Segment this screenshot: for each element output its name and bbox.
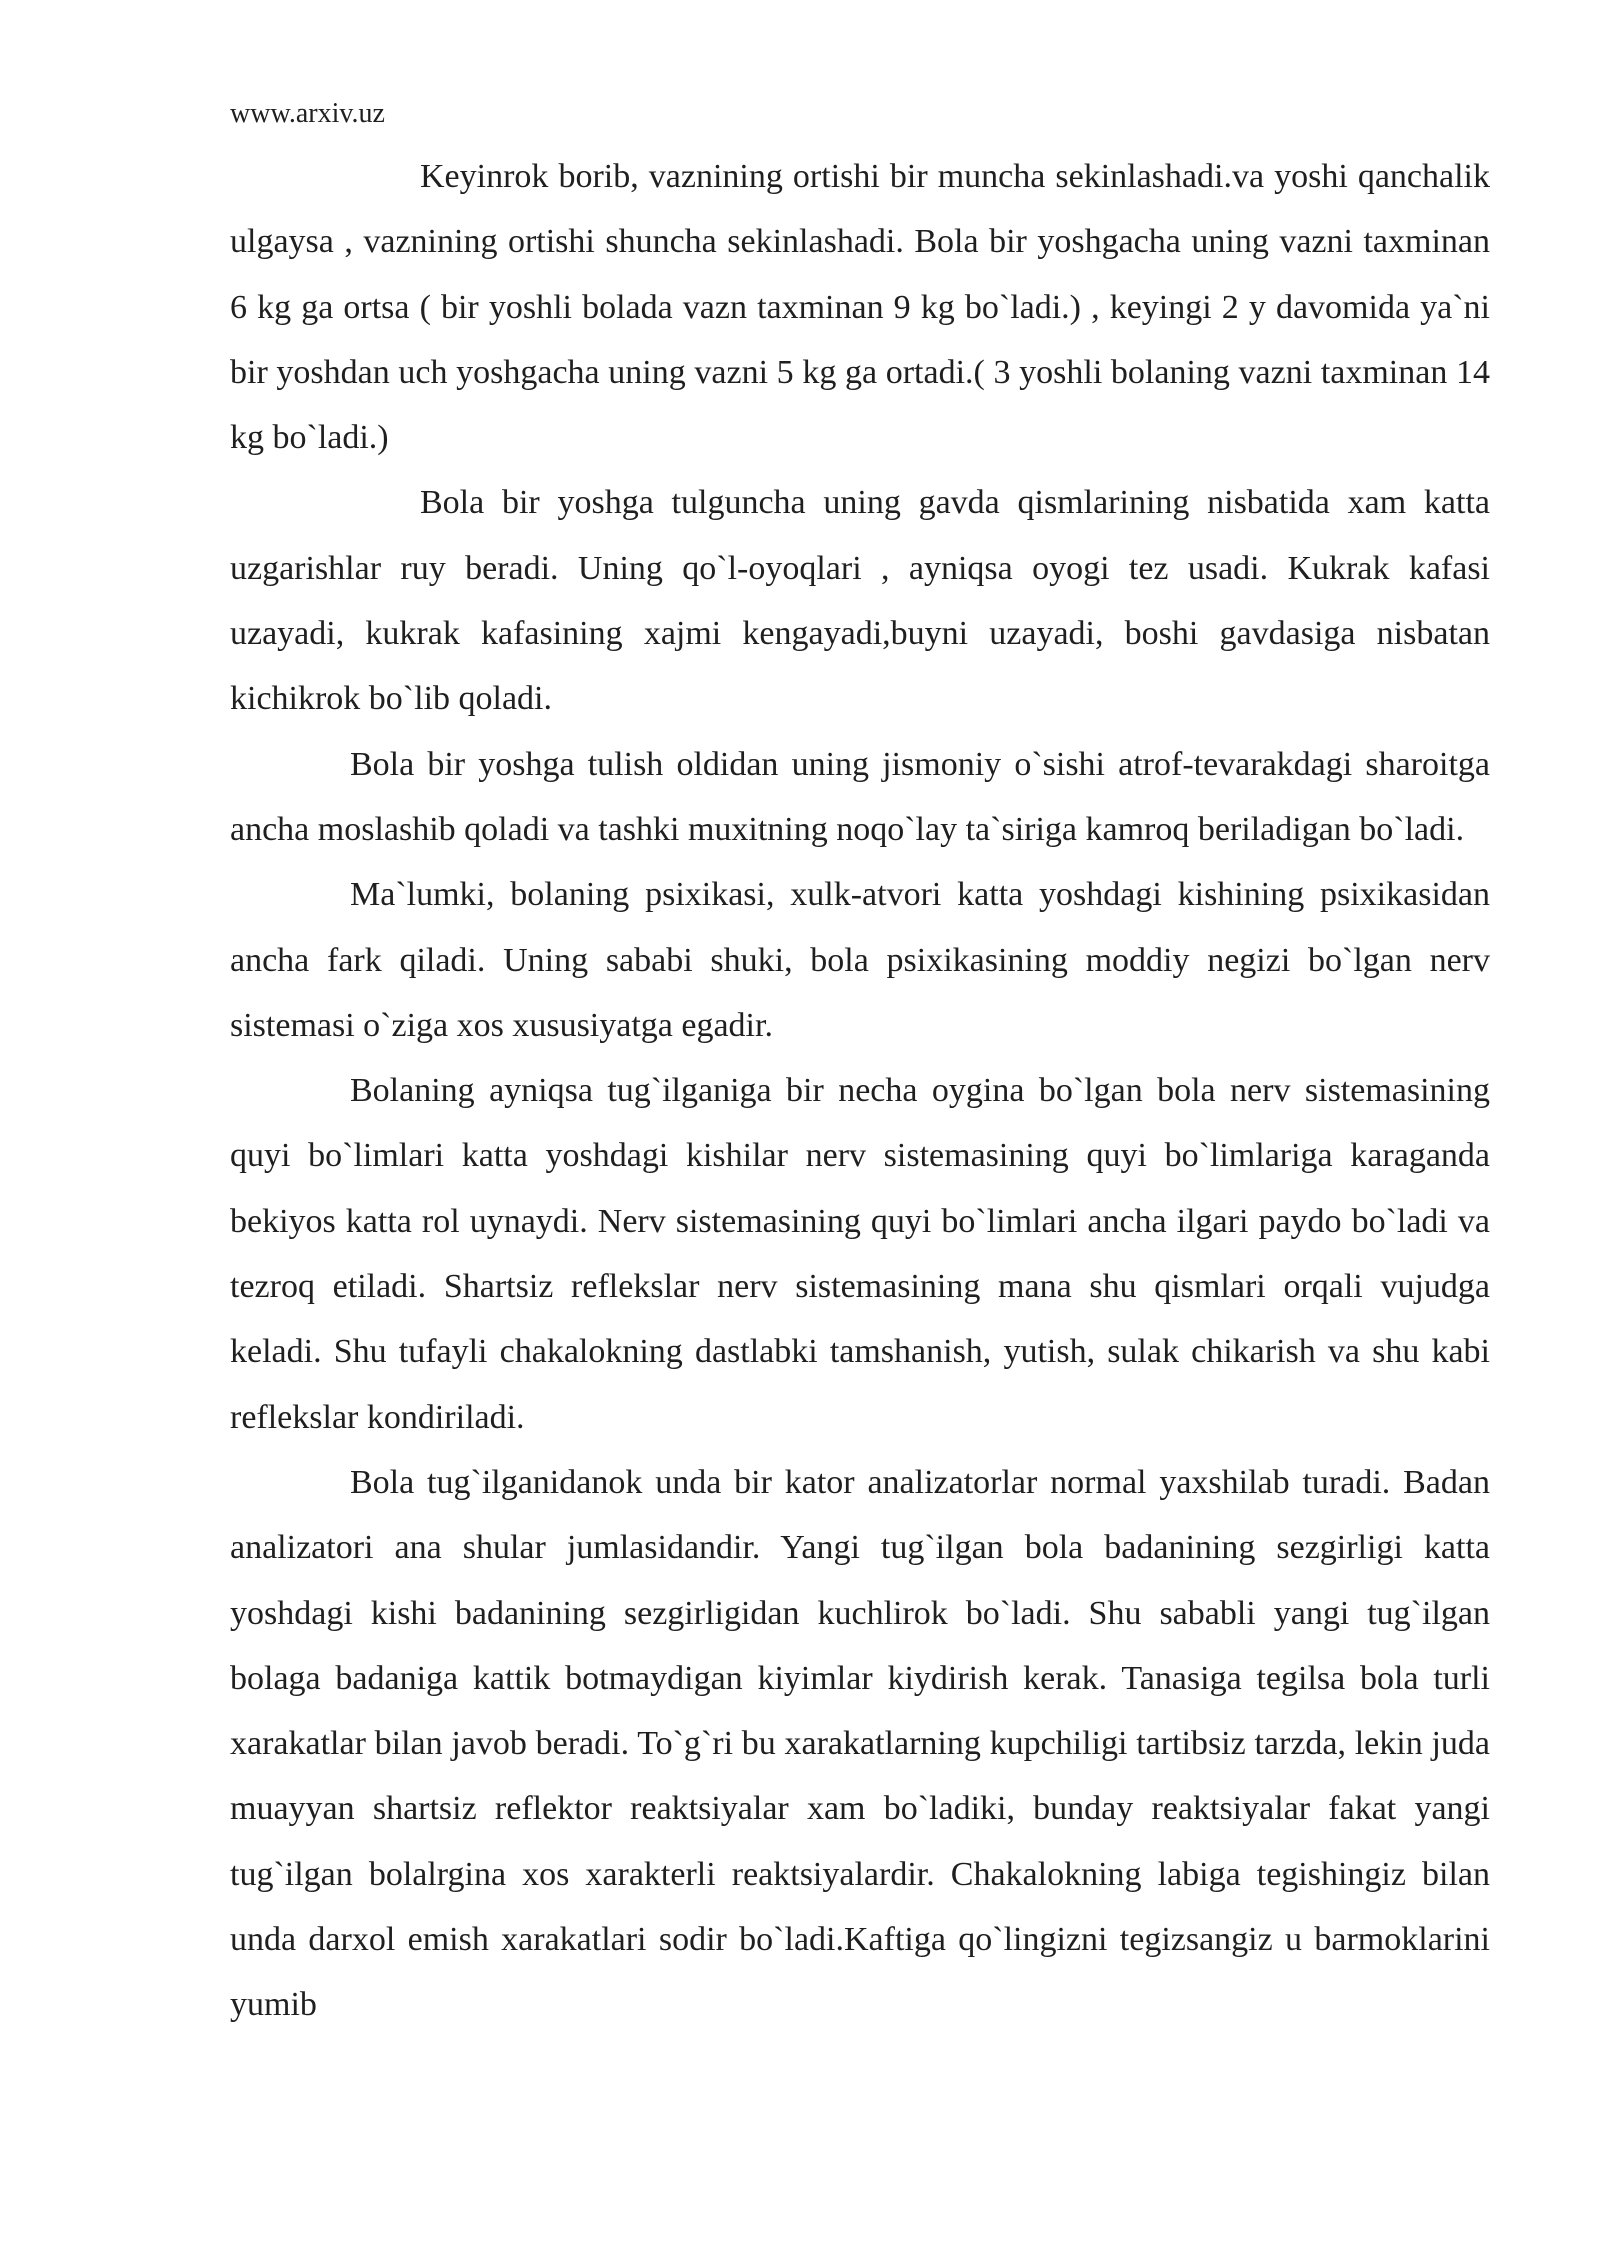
paragraph-analyzers: Bola tug`ilganidanok unda bir kator analizatorlar normal yaxshilab turadi. Badan analizatori ana shular jumlasidandir. Yangi tug`ilgan bola badanining sezgirligi katta yoshdagi kishi badanining sezgirligidan kuchlirok bo`ladi. Shu sababli yangi tug`ilgan bolaga badaniga kattik botmaydigan kiyimlar kiydirish kerak. Tanasiga tegilsa bola turli xarakatlar bilan javob beradi. To`g`ri bu xarakatlarning kupchiligi tartibsiz tarzda, lekin juda muayyan shartsiz reflektor reaktsiyalar xam bo`ladiki, bunday reaktsiyalar fakat yangi tug`ilgan bolalrgina xos xarakterli reaktsiyalardir. Chakalokning labiga tegishingiz bilan unda darxol emish xarakatlari sodir bo`ladi.Kaftiga qo`lingizni tegizsangiz u barmoklarini yumib xyxy=(230,1463,1490,2024)
paragraph-child-psyche: Ma`lumki, bolaning psixikasi, xulk-atvori katta yoshdagi kishining psixikasidan ancha fark qiladi. Uning sababi shuki, bola psixikasining moddiy negizi bo`lgan nerv sistemasi o`ziga xos xususiyatga egadir. xyxy=(230,876,1490,1044)
document-body xyxy=(230,144,1490,2038)
paragraph-physical-adaptation: Bola bir yoshga tulish oldidan uning jismoniy o`sishi atrof-tevarakdagi sharoitga ancha moslashib qoladi va tashki muxitning noqo`lay ta`siriga kamroq beriladigan bo`ladi. xyxy=(230,745,1490,848)
paragraph-body-proportions: Bola bir yoshga tulguncha uning gavda qismlarining nisbatida xam katta uzgarishlar ruy beradi. Uning qo`l-oyoqlari , ayniqsa oyogi tez usadi. Kukrak kafasi uzayadi, kukrak kafasining xajmi kengayadi,buyni uzayadi, boshi gavdasiga nisbatan kichikrok bo`lib qoladi. xyxy=(230,484,1490,718)
paragraph-weight-growth: Keyinrok borib, vaznining ortishi bir muncha sekinlashadi.va yoshi qanchalik ulgaysa , vaznining ortishi shuncha sekinlashadi. Bola bir yoshgacha uning vazni taxminan 6 kg ga ortsa ( bir yoshli bolada vazn taxminan 9 kg bo`ladi.) , keyingi 2 y davomida ya`ni bir yoshdan uch yoshgacha uning vazni 5 kg ga ortadi.( 3 yoshli bolaning vazni taxminan 14 kg bo`ladi.) xyxy=(230,158,1490,457)
site-header: www.arxiv.uz xyxy=(230,98,385,129)
paragraph-nervous-system: Bolaning ayniqsa tug`ilganiga bir necha oygina bo`lgan bola nerv sistemasining quyi bo`limlari katta yoshdagi kishilar nerv sistemasining quyi bo`limlariga karaganda bekiyos katta rol uynaydi. Nerv sistemasining quyi bo`limlari ancha ilgari paydo bo`ladi va tezroq etiladi. Shartsiz reflekslar nerv sistemasining mana shu qismlari orqali vujudga keladi. Shu tufayli chakalokning dastlabki tamshanish, yutish, sulak chikarish va shu kabi reflekslar kondiriladi. xyxy=(230,1072,1490,1436)
